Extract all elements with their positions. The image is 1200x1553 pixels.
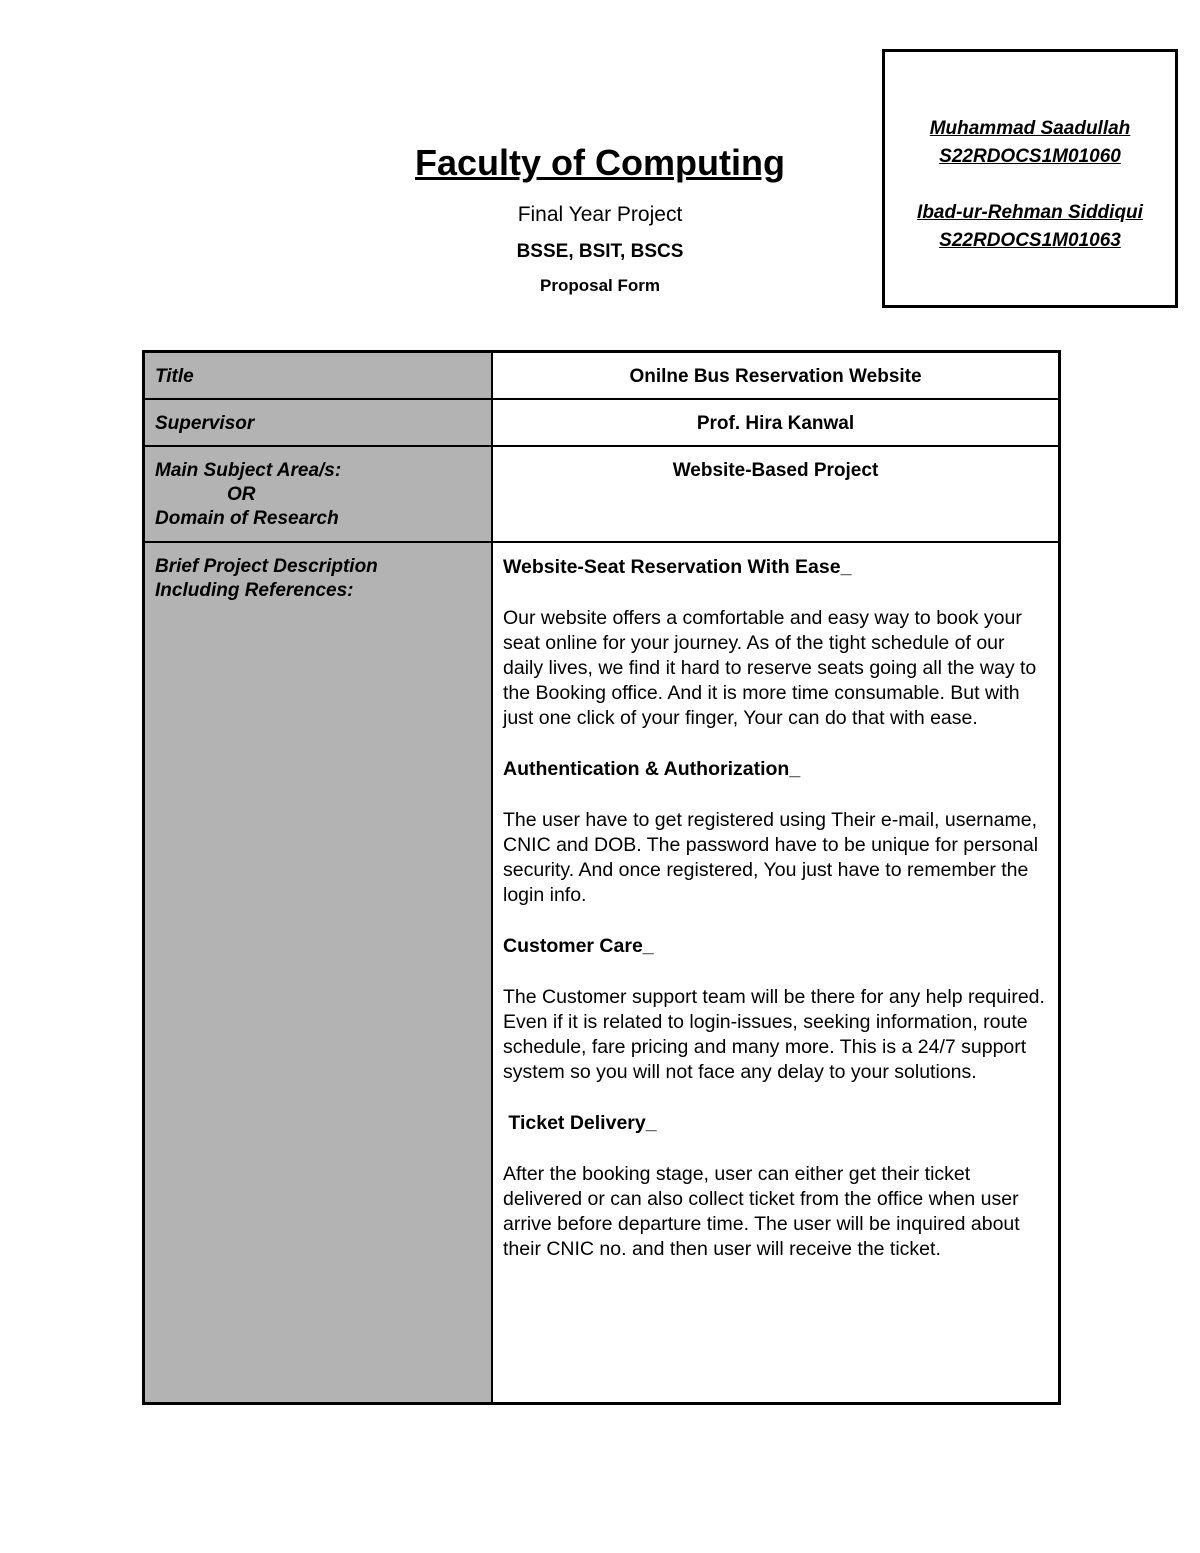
student-1-name: Muhammad Saadullah xyxy=(929,118,1131,139)
programs: BSSE, BSIT, BSCS xyxy=(516,241,684,262)
document-header xyxy=(300,140,900,297)
form-name: Proposal Form xyxy=(540,276,660,295)
faculty-title: Faculty of Computing xyxy=(415,142,785,183)
subject-row xyxy=(144,446,1060,542)
description-section xyxy=(503,555,1048,731)
description-row xyxy=(144,542,1060,1404)
description-section xyxy=(503,1111,1048,1262)
project-type: Final Year Project xyxy=(517,203,683,226)
description-section xyxy=(503,757,1048,908)
section-heading: Customer Care_ xyxy=(503,934,654,957)
supervisor-value: Prof. Hira Kanwal xyxy=(492,399,1060,446)
title-label: Title xyxy=(144,352,493,399)
title-value: Onilne Bus Reservation Website xyxy=(492,352,1060,399)
supervisor-row xyxy=(144,399,1060,446)
section-text: Our website offers a comfortable and easy way to book your seat online for your journey. As of the tight schedule of our daily lives, we find it hard to reserve seats going all the way to the Booking office. And it is more time consumable. But with just one click of your finger, Your can do that with ease. xyxy=(503,606,1037,729)
description-value xyxy=(492,542,1060,1404)
subject-label-line-1: Main Subject Area/s: xyxy=(155,459,342,481)
section-heading: Authentication & Authorization_ xyxy=(503,757,801,780)
supervisor-label: Supervisor xyxy=(144,399,493,446)
subject-value: Website-Based Project xyxy=(492,446,1060,542)
subject-label-line-2: Domain of Research xyxy=(155,507,339,529)
section-heading: Ticket Delivery_ xyxy=(503,1111,657,1134)
description-label-line-1: Brief Project Description xyxy=(155,555,378,577)
description-section xyxy=(503,934,1048,1085)
description-label-line-2: Including References: xyxy=(155,579,354,601)
title-row xyxy=(144,352,1060,399)
subject-label xyxy=(144,446,493,542)
subject-label-or: OR xyxy=(227,483,256,505)
student-2-name: Ibad-ur-Rehman Siddiqui xyxy=(917,202,1143,223)
student-1-id: S22RDOCS1M01060 xyxy=(939,146,1121,167)
section-text: The Customer support team will be there for any help required. Even if it is related to login-issues, seeking information, route schedule, fare pricing and many more. This is a 24/7 support system so you will not face any delay to your solutions. xyxy=(503,985,1045,1083)
student-2-id: S22RDOCS1M01063 xyxy=(939,230,1121,251)
proposal-table xyxy=(142,350,1061,1405)
student-info-box xyxy=(882,49,1178,308)
section-text: The user have to get registered using Their e-mail, username, CNIC and DOB. The password have to be unique for personal security. And once registered, You just have to remember the login info. xyxy=(503,808,1039,906)
section-heading: Website-Seat Reservation With Ease_ xyxy=(503,555,852,578)
description-label xyxy=(144,542,493,1404)
section-text: After the booking stage, user can either get their ticket delivered or can also collect ticket from the office when user arrive before departure time. The user will be inquired about their CNIC no. and then user will receive the ticket. xyxy=(503,1162,1020,1260)
